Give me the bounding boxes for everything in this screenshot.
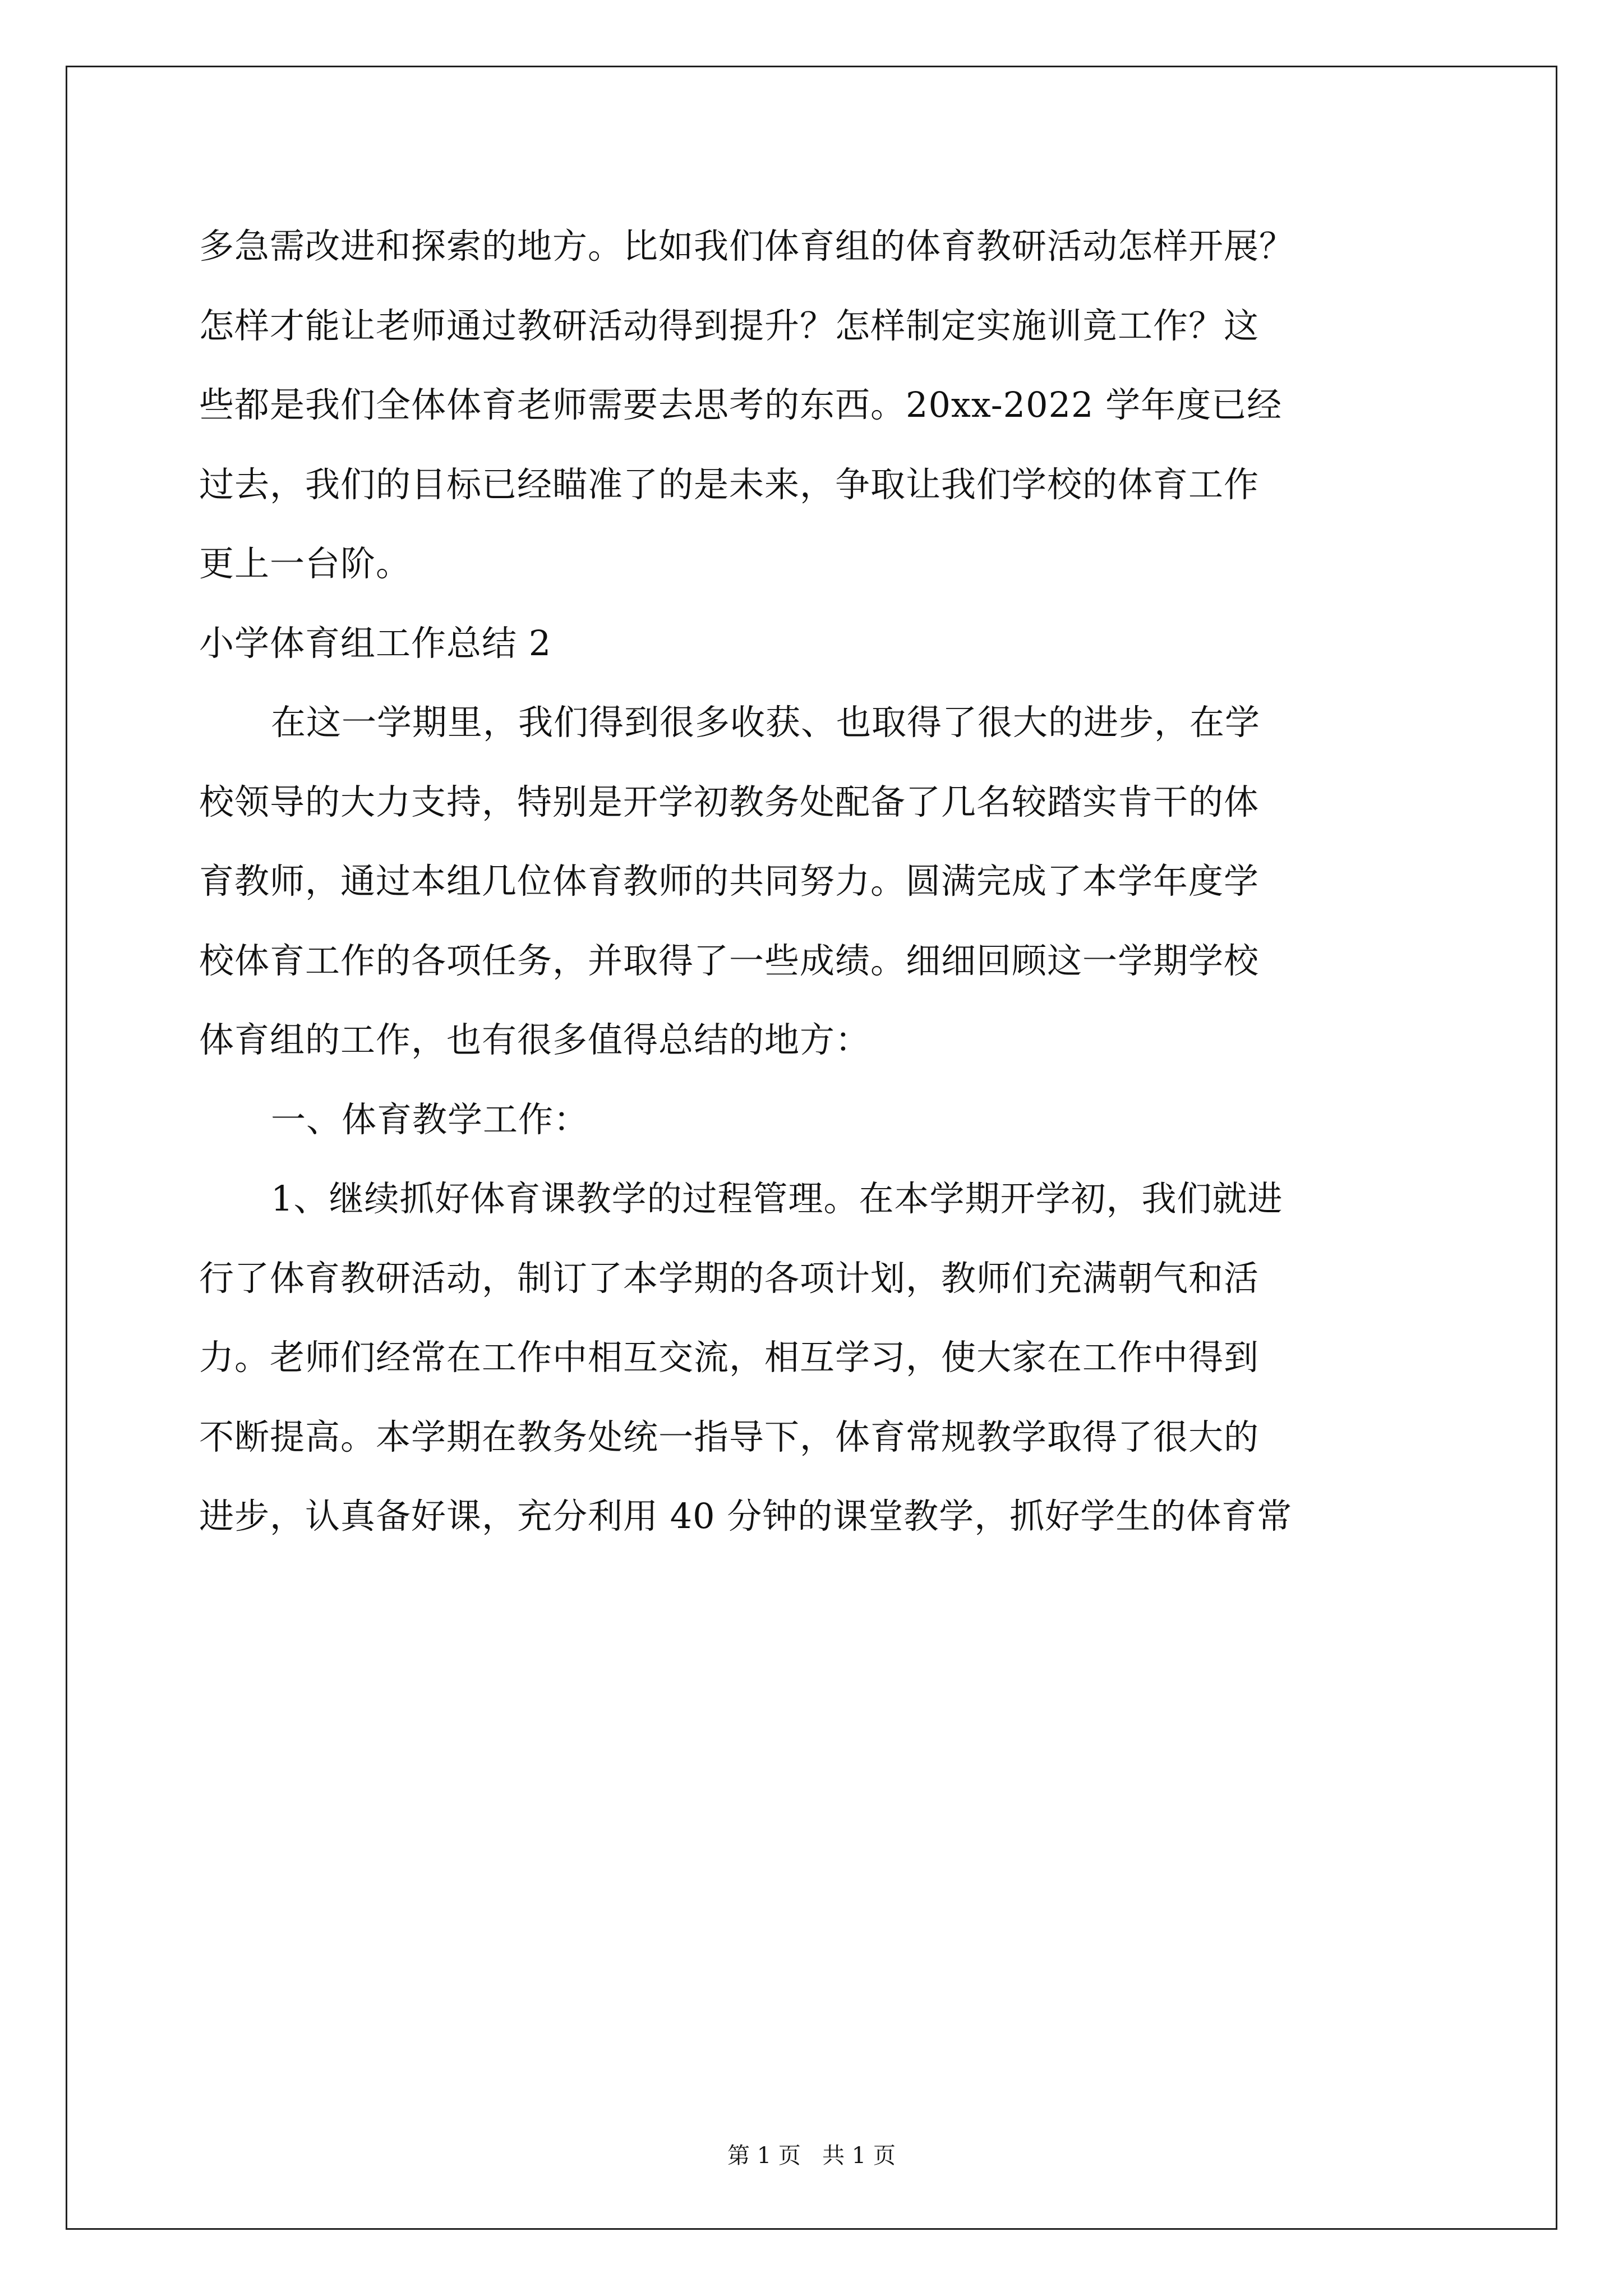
text-line: 校体育工作的各项任务，并取得了一些成绩。细细回顾这一学期学校 bbox=[199, 940, 1260, 981]
text-line: 些都是我们全体体育老师需要去思考的东西。20xx-2022 学年度已经 bbox=[199, 384, 1283, 425]
text-line: 怎样才能让老师通过教研活动得到提升？怎样制定实施训竟工作？这 bbox=[199, 305, 1260, 346]
text-line: 进步，认真备好课，充分利用 40 分钟的课堂教学，抓好学生的体育常 bbox=[199, 1496, 1293, 1536]
text-line: 过去，我们的目标已经瞄准了的是未来，争取让我们学校的体育工作 bbox=[199, 463, 1260, 505]
text-line: 多急需改进和探索的地方。比如我们体育组的体育教研活动怎样开展？ bbox=[199, 226, 1295, 266]
text-line: 育教师，通过本组几位体育教师的共同努力。圆满完成了本学年度学 bbox=[199, 861, 1260, 901]
paragraph-start: 1、继续抓好体育课教学的过程管理。在本学期开学初，我们就进 bbox=[271, 1178, 1283, 1219]
text-line: 行了体育教研活动，制订了本学期的各项计划，教师们充满朝气和活 bbox=[199, 1257, 1260, 1299]
page-number-footer: 第 1 页 共 1 页 bbox=[727, 2143, 896, 2169]
section-heading: 小学体育组工作总结 2 bbox=[199, 622, 552, 664]
text-line: 不断提高。本学期在教务处统一指导下，体育常规教学取得了很大的 bbox=[199, 1416, 1260, 1457]
text-line: 力。老师们经常在工作中相互交流，相互学习，使大家在工作中得到 bbox=[199, 1337, 1260, 1378]
paragraph-start: 在这一学期里，我们得到很多收获、也取得了很大的进步，在学 bbox=[271, 702, 1261, 743]
text-line: 更上一台阶。 bbox=[199, 543, 412, 584]
text-line: 体育组的工作，也有很多值得总结的地方： bbox=[199, 1019, 871, 1060]
document-body bbox=[199, 210, 1422, 1560]
text-line: 校领导的大力支持，特别是开学初教务处配备了几名较踏实肯干的体 bbox=[199, 781, 1260, 822]
subsection-heading: 一、体育教学工作： bbox=[271, 1098, 589, 1140]
